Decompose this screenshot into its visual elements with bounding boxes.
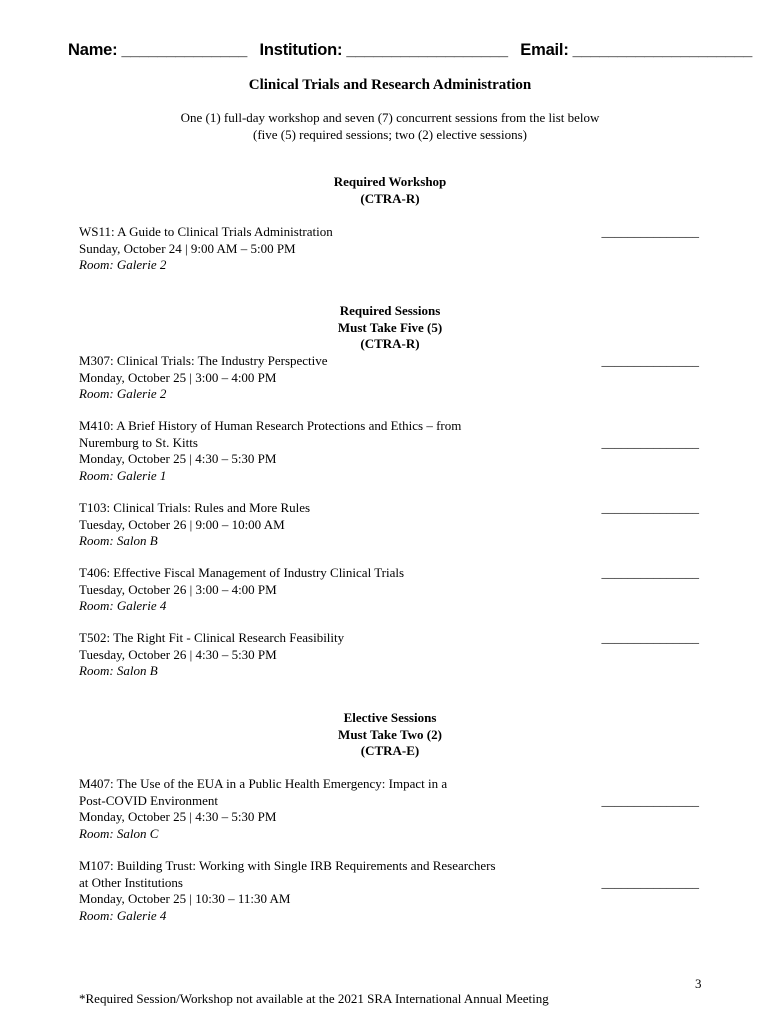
session-title-continued: Post-COVID Environment [79, 792, 219, 808]
session-room: Room: Galerie 2 [79, 386, 167, 401]
session-time: Sunday, October 24 | 9:00 AM – 5:00 PM [79, 240, 296, 256]
session-room: Room: Galerie 4 [79, 598, 167, 613]
session-time: Monday, October 25 | 4:30 – 5:30 PM [79, 451, 277, 466]
selection-blank[interactable]: _______________ [601, 500, 699, 515]
session-room: Room: Galerie 1 [79, 467, 167, 483]
session-room: Room: Galerie 4 [79, 907, 167, 923]
session-time: Monday, October 25 | 4:30 – 5:30 PM [79, 809, 277, 824]
session-ws11 [79, 224, 699, 274]
session-room: Room: Salon B [79, 533, 158, 548]
session-time: Tuesday, October 26 | 9:00 – 10:00 AM [79, 516, 285, 532]
section-subtitle: Must Take Two (2) [338, 726, 442, 742]
session-room: Room: Salon B [79, 663, 158, 678]
intro-line-2: (five (5) required sessions; two (2) elective sessions) [252, 126, 527, 142]
selection-blank[interactable]: _______________ [601, 630, 699, 645]
session-m410 [79, 418, 699, 484]
session-t502 [79, 630, 699, 680]
session-t103 [79, 500, 699, 550]
selection-blank[interactable]: _______________ [601, 874, 699, 890]
registrant-info-line [68, 41, 753, 60]
intro-line-1: One (1) full-day workshop and seven (7) concurrent sessions from the list below [180, 110, 600, 125]
section-title: Elective Sessions [343, 710, 437, 725]
page-title: Clinical Trials and Research Administration [248, 77, 532, 93]
session-time: Monday, October 25 | 10:30 – 11:30 AM [79, 891, 291, 906]
session-title-continued: at Other Institutions [79, 874, 183, 890]
session-time: Monday, October 25 | 3:00 – 4:00 PM [79, 369, 277, 385]
section-subtitle: Must Take Five (5) [337, 319, 443, 335]
page-number: 3 [695, 976, 702, 991]
session-title: T502: The Right Fit - Clinical Research Feasibility [79, 630, 345, 645]
required-sessions-heading [0, 303, 770, 353]
session-t406 [79, 565, 699, 615]
selection-blank[interactable]: _______________ [601, 434, 699, 450]
name-blank[interactable]: ______________ [121, 41, 248, 59]
session-m407 [79, 776, 699, 842]
footnote: *Required Session/Workshop not available at the 2021 SRA International Annual Meeting [79, 991, 549, 1006]
session-m107 [79, 858, 699, 924]
email-label: Email: [520, 41, 569, 59]
institution-blank[interactable]: __________________ [346, 41, 508, 59]
session-title: M107: Building Trust: Working with Single IRB Requirements and Researchers [79, 858, 496, 873]
section-title: Required Workshop [333, 174, 447, 189]
session-room: Room: Salon C [79, 825, 159, 841]
section-code: (CTRA-R) [360, 190, 420, 206]
session-title: M307: Clinical Trials: The Industry Perspective [79, 353, 328, 368]
session-title: T103: Clinical Trials: Rules and More Rules [79, 500, 311, 515]
intro-text [0, 110, 770, 143]
section-code: (CTRA-R) [360, 336, 420, 351]
session-title: M410: A Brief History of Human Research Protections and Ethics – from [79, 418, 462, 433]
session-time: Tuesday, October 26 | 4:30 – 5:30 PM [79, 646, 277, 662]
session-time: Tuesday, October 26 | 3:00 – 4:00 PM [79, 581, 277, 597]
selection-blank[interactable]: _______________ [601, 792, 699, 808]
selection-blank[interactable]: _______________ [601, 565, 699, 580]
session-title: M407: The Use of the EUA in a Public Health Emergency: Impact in a [79, 776, 448, 791]
email-blank[interactable]: ____________________ [572, 41, 753, 59]
section-code: (CTRA-E) [360, 743, 420, 758]
selection-blank[interactable]: _______________ [601, 224, 699, 239]
session-title: WS11: A Guide to Clinical Trials Administration [79, 224, 333, 239]
session-title: T406: Effective Fiscal Management of Industry Clinical Trials [79, 565, 405, 580]
session-room: Room: Galerie 2 [79, 257, 167, 272]
institution-label: Institution: [259, 41, 343, 59]
session-title-continued: Nuremburg to St. Kitts [79, 434, 198, 450]
section-title: Required Sessions [339, 303, 441, 318]
name-label: Name: [68, 41, 118, 59]
elective-sessions-heading [0, 710, 770, 760]
required-workshop-heading [0, 174, 770, 207]
selection-blank[interactable]: _______________ [601, 353, 699, 368]
session-m307 [79, 353, 699, 403]
